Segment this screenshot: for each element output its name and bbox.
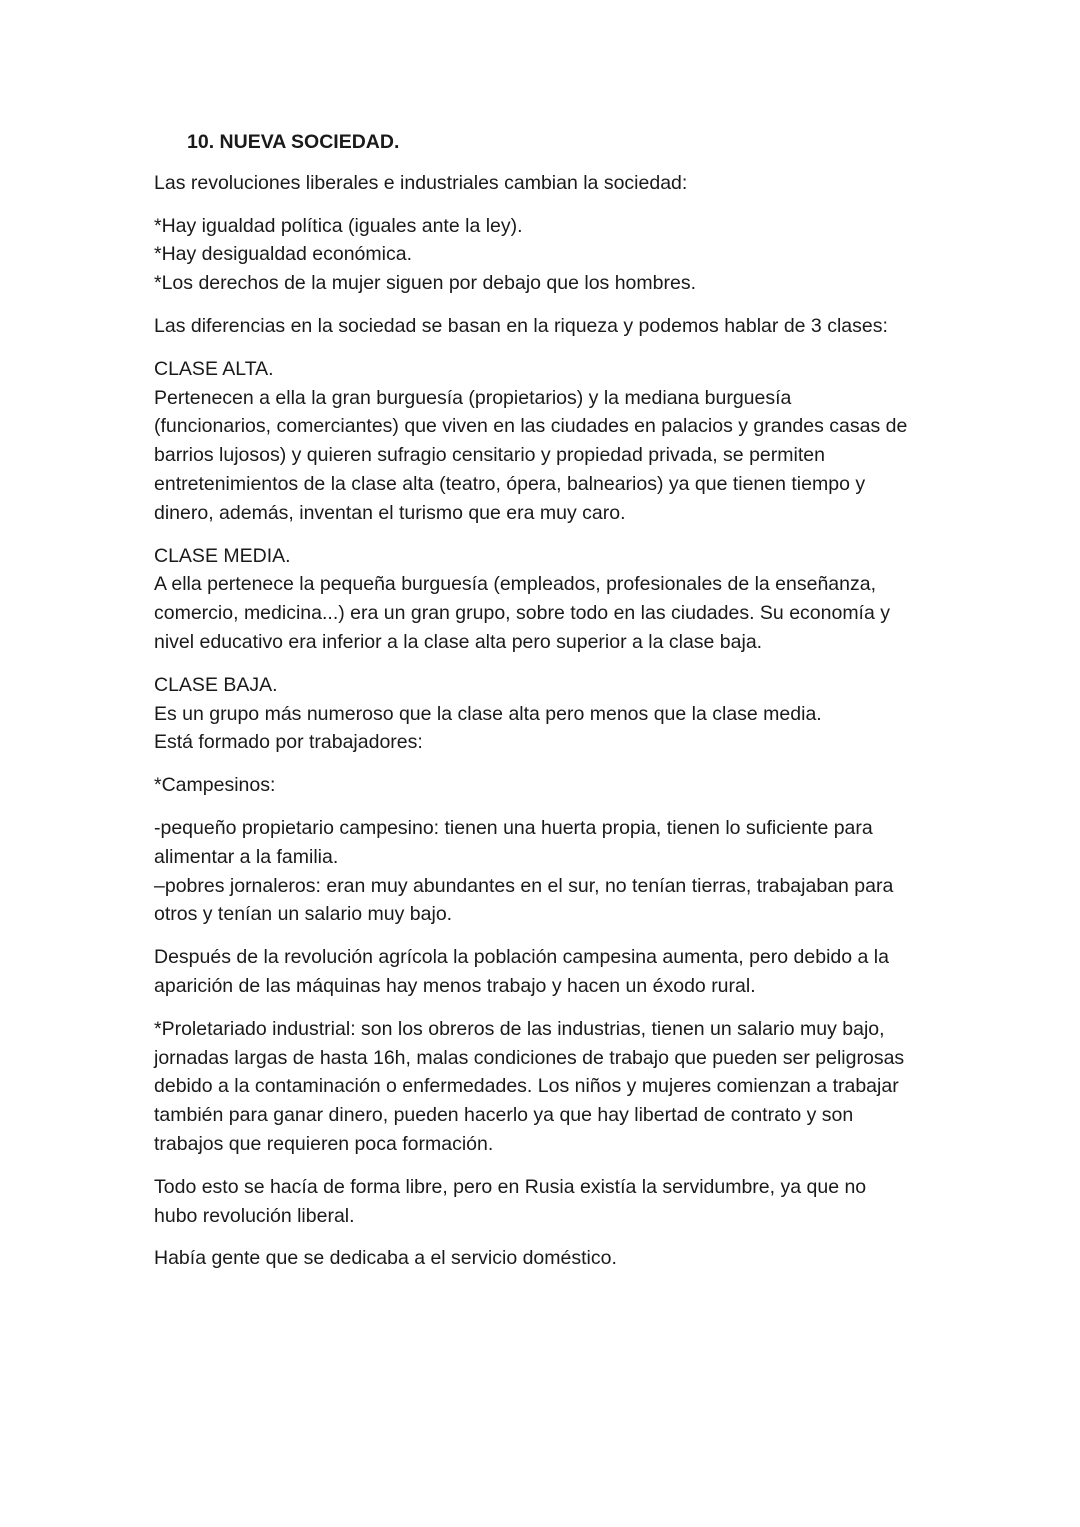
paragraph [154,943,924,1001]
paragraph [154,1244,924,1273]
text-line: jornadas largas de hasta 16h, malas condiciones de trabajo que pueden ser peligrosas [154,1046,905,1069]
paragraph [154,671,924,757]
text-line: Las diferencias en la sociedad se basan en la riqueza y podemos hablar de 3 clases: [154,314,888,337]
text-line: CLASE MEDIA. [154,544,291,567]
section-title: 10. NUEVA SOCIEDAD. [187,131,400,153]
text-line: barrios lujosos) y quieren sufragio censitario y propiedad privada, se permiten [154,444,825,467]
text-line: *Los derechos de la mujer siguen por debajo que los hombres. [154,272,697,295]
paragraph [154,212,924,298]
text-line: Es un grupo más numeroso que la clase alta pero menos que la clase media. [154,702,822,725]
text-line: debido a la contaminación o enfermedades. Los niños y mujeres comienzan a trabajar [154,1075,899,1098]
text-line: -pequeño propietario campesino: tienen una huerta propia, tienen lo suficiente para [154,816,873,839]
text-line: otros y tenían un salario muy bajo. [154,903,453,926]
text-line: CLASE BAJA. [154,673,278,696]
text-line: *Campesinos: [154,774,276,797]
paragraph [154,771,924,800]
paragraph [154,312,924,341]
paragraph [154,169,924,198]
text-line: *Proletariado industrial: son los obreros de las industrias, tienen un salario muy bajo, [154,1017,885,1040]
text-line: entretenimientos de la clase alta (teatro, ópera, balnearios) ya que tienen tiempo y [154,472,866,495]
text-line: Había gente que se dedicaba a el servicio doméstico. [154,1247,617,1270]
text-line: A ella pertenece la pequeña burguesía (empleados, profesionales de la enseñanza, [154,573,877,596]
text-line: Pertenecen a ella la gran burguesía (propietarios) y la mediana burguesía [154,386,792,409]
text-line: CLASE ALTA. [154,357,274,380]
document-body [154,169,924,1273]
paragraph [154,542,924,657]
paragraph [154,814,924,929]
text-line: Todo esto se hacía de forma libre, pero en Rusia existía la servidumbre, ya que no [154,1175,867,1198]
text-line: Después de la revolución agrícola la población campesina aumenta, pero debido a la [154,946,889,969]
text-line: *Hay igualdad política (iguales ante la ley). [154,214,523,237]
text-line: aparición de las máquinas hay menos trabajo y hacen un éxodo rural. [154,974,756,997]
text-line: Las revoluciones liberales e industriales cambian la sociedad: [154,171,688,194]
text-line: hubo revolución liberal. [154,1204,355,1227]
text-line: Está formado por trabajadores: [154,731,423,754]
text-line: (funcionarios, comerciantes) que viven en las ciudades en palacios y grandes casas de [154,415,908,438]
text-line: –pobres jornaleros: eran muy abundantes en el sur, no tenían tierras, trabajaban para [154,874,894,897]
paragraph [154,355,924,528]
document-page [154,128,924,1287]
text-line: dinero, además, inventan el turismo que era muy caro. [154,501,626,524]
text-line: trabajos que requieren poca formación. [154,1132,494,1155]
text-line: *Hay desigualdad económica. [154,243,412,266]
text-line: comercio, medicina...) era un gran grupo, sobre todo en las ciudades. Su economía y [154,602,890,625]
text-line: también para ganar dinero, pueden hacerlo ya que hay libertad de contrato y son [154,1104,854,1127]
paragraph [154,1173,924,1231]
text-line: nivel educativo era inferior a la clase alta pero superior a la clase baja. [154,630,763,653]
paragraph [154,1015,924,1159]
text-line: alimentar a la familia. [154,845,339,868]
